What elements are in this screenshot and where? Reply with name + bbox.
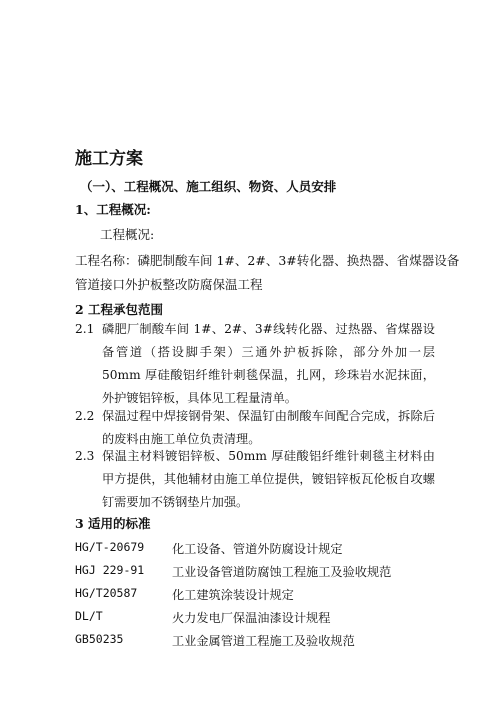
standard-code: DL/T	[75, 609, 103, 623]
scope-item-3	[75, 445, 435, 514]
standard-code: HG/T-20679	[75, 540, 145, 554]
scope-item-text: 磷肥厂制酸车间 1#、2#、3#线转化器、过热器、省煤器设备管道（搭设脚手架）三通外护板拆除，部分外加一层 50mm 厚硅酸铝纤维针刺毯保温，扎网，珍珠岩水泥抹面，外护镀铝锌板，具体见工程量清单。	[102, 322, 435, 405]
scope-item-1	[75, 318, 435, 410]
scope-item-text: 保温主材料镀铝锌板、50mm 厚硅酸铝纤维针刺毯主材料由甲方提供，其他辅材由施工单位提供，镀铝锌板瓦伦板自攻螺钉需要加不锈钢垫片加强。	[102, 449, 435, 509]
doc-title: 施工方案	[75, 149, 143, 169]
project-name-line1: 工程名称：磷肥制酸车间 1#、2#、3#转化器、换热器、省煤器设备	[75, 253, 460, 268]
standard-name: 工业设备管道防腐蚀工程施工及验收规范	[172, 565, 392, 579]
project-name-line2: 管道接口外护板整改防腐保温工程	[75, 277, 263, 292]
standard-code: GB50235	[75, 632, 124, 646]
scope-item-number: 2.2	[75, 409, 95, 423]
section-heading-2: 2 工程承包范围	[75, 302, 164, 317]
section-heading-1: （一）、工程概况、施工组织、物资、人员安排	[80, 179, 337, 194]
overview-label: 工程概况:	[100, 227, 155, 242]
scope-item-text: 保温过程中焊接钢骨架、保温钉由制酸车间配合完成，拆除后的废料由施工单位负责清理。	[102, 409, 435, 446]
subheading-overview: 1、工程概况:	[75, 202, 151, 217]
standard-name: 化工建筑涂装设计规定	[172, 588, 294, 602]
scope-item-number: 2.3	[75, 449, 95, 463]
standard-code: HG/T20587	[75, 586, 138, 600]
standard-name: 工业金属管道工程施工及验收规范	[172, 634, 355, 648]
scope-item-number: 2.1	[75, 322, 95, 336]
standard-code: HGJ 229-91	[75, 563, 145, 577]
standard-name: 化工设备、管道外防腐设计规定	[172, 542, 343, 556]
standard-name: 火力发电厂保温油漆设计规程	[172, 611, 331, 625]
section-heading-3: 3 适用的标准	[75, 516, 151, 531]
